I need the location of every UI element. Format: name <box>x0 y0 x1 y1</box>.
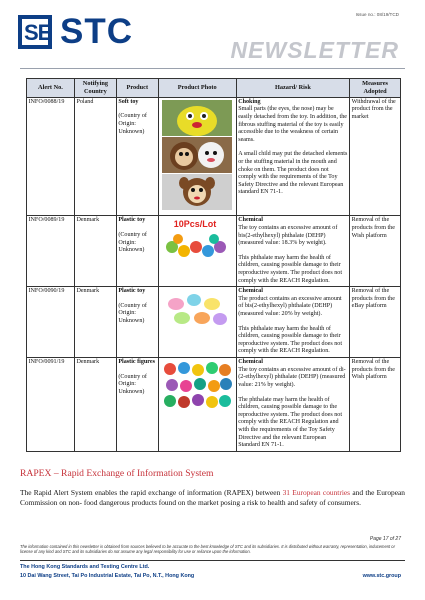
table-header-row <box>27 79 401 98</box>
page-number: Page 17 of 27 <box>369 536 401 542</box>
hazard-title: Chemical <box>238 359 263 366</box>
table-row <box>27 216 401 287</box>
header-product: Product <box>116 79 158 98</box>
footer-company: The Hong Kong Standards and Testing Centre Ltd. <box>20 564 150 570</box>
logo-glyph: SE <box>24 20 52 45</box>
product-origin: (Country of Origin: Unknown) <box>118 231 147 254</box>
newsletter-title: NEWSLETTER <box>230 37 399 63</box>
hazard-description: The toy contains an excessive amount of di-(2-ethylhexyl) phthalate (DEHP) (measured value: 21% by weight). <box>238 366 346 388</box>
alerts-table <box>26 78 401 452</box>
product-photo-cell <box>158 358 236 452</box>
stc-logo <box>18 14 133 50</box>
hazard-cell <box>236 216 349 287</box>
measures: Removal of the products from the Wish platform <box>350 358 401 452</box>
product-name: Plastic toy <box>118 217 146 224</box>
country: Denmark <box>74 216 116 287</box>
plastic-figures-photo <box>160 359 234 413</box>
country: Denmark <box>74 358 116 452</box>
hazard-risk: This phthalate may harm the health of children, causing possible damage to their reproductive system. The product does not comply with the REACH Regulation. <box>238 254 343 284</box>
hazard-description: The product contains an excessive amount of bis(2-ethylhexyl) phthalate (DEHP) (measured value: 20% by weight). <box>238 295 342 318</box>
plastic-toy-photo <box>160 288 234 332</box>
footer-website-link[interactable]: www.stc.group <box>362 573 401 579</box>
hazard-description: The toy contains an excessive amount of bis(2-ethylhexyl) phthalate (DEHP) (measured value: 18.3% by weight). <box>238 224 338 247</box>
measures: Removal of the products from the eBay platform <box>350 287 401 358</box>
product-origin: (Country of Origin: Unknown) <box>118 113 147 135</box>
hazard-title: Choking <box>238 98 261 105</box>
country: Denmark <box>74 287 116 358</box>
product-photo-cell <box>158 216 236 287</box>
product-photo-cell <box>158 287 236 358</box>
hazard-cell <box>236 97 349 216</box>
issue-number: Issue no.: 08/19/TCD <box>355 12 399 17</box>
product-photo-cell <box>158 97 236 216</box>
hazard-risk: The phthalate may harm the health of children, causing possible damage to the reproductive system. The product does not comply with the REACH Regulation and with the requirements of the Toy Safety Directive and the relevant European Standard EN 71-1. <box>238 396 343 449</box>
header-country: Notifying Country <box>74 79 116 98</box>
product-name: Plastic figures <box>118 359 155 366</box>
footer-address: 10 Dai Wang Street, Tai Po Industrial Estate, Tai Po, N.T., Hong Kong <box>20 573 195 579</box>
alert-no: INFO/0089/19 <box>27 216 75 287</box>
product-name: Plastic toy <box>118 288 146 295</box>
hazard-description: Small parts (the eyes, the nose) may be easily detached from the toy. In addition, the fibrous stuffing material of the toy is easily accessible due to the weakness of certain seams. <box>238 106 347 143</box>
product-name: Soft toy <box>118 98 139 105</box>
product-cell <box>116 97 158 216</box>
measures: Removal of the products from the Wish platform <box>350 216 401 287</box>
header-measures: Measures Adopted <box>350 79 401 98</box>
measures: Withdrawal of the product from the market <box>350 97 401 216</box>
table-row <box>27 97 401 216</box>
rapex-text-b: and the European Commission on non- food dangerous products found on the market posing a risk to health and safety of consumers. <box>20 488 405 507</box>
footer-divider <box>20 560 405 561</box>
product-origin: (Country of Origin: Unknown) <box>118 373 147 395</box>
header-hazard: Hazard/ Risk <box>236 79 349 98</box>
product-origin: (Country of Origin: Unknown) <box>118 302 147 325</box>
rapex-text-a: The Rapid Alert System enables the rapid exchange of information (RAPEX) between <box>20 488 283 497</box>
product-cell <box>116 216 158 287</box>
rapex-paragraph <box>20 488 405 508</box>
header-photo: Product Photo <box>158 79 236 98</box>
hazard-cell <box>236 358 349 452</box>
european-countries-link[interactable]: 31 European countries <box>282 488 351 497</box>
hazard-title: Chemical <box>238 217 263 224</box>
table-row <box>27 358 401 452</box>
country: Poland <box>74 97 116 216</box>
header-alert-no: Alert No. <box>27 79 75 98</box>
header-divider <box>20 68 405 69</box>
rapex-heading: RAPEX – Rapid Exchange of Information System <box>20 468 214 479</box>
soft-toy-photo <box>160 99 234 211</box>
hazard-title: Chemical <box>238 288 263 295</box>
alert-no: INFO/0088/19 <box>27 97 75 216</box>
product-cell <box>116 358 158 452</box>
hazard-risk: A small child may put the detached elements or the stuffing material in the mouth and choke on them. The product does not comply with the requirements of the Toy Safety Directive and the relevant European standard EN 71-1. <box>238 151 348 196</box>
disclaimer: The information contained in this newsletter is obtained from sources believed to be accurate to the best knowledge of STC and its subsidiaries. It is distributed without warranty, representation, inducement or license of any kind and STC and its subsidiaries do not assume any legal responsibility for use or reliance upon the information. <box>20 544 395 555</box>
hazard-risk: This phthalate may harm the health of children, causing possible damage to their reproductive system. The product does not comply with the REACH Regulation. <box>238 325 343 355</box>
alert-no: INFO/0091/19 <box>27 358 75 452</box>
photo-label: 10Pcs/Lot <box>173 219 217 230</box>
product-cell <box>116 287 158 358</box>
stc-logo-mark <box>18 15 52 49</box>
alert-no: INFO/0090/19 <box>27 287 75 358</box>
table-row <box>27 287 401 358</box>
logo-text: STC <box>60 12 133 51</box>
hazard-cell <box>236 287 349 358</box>
